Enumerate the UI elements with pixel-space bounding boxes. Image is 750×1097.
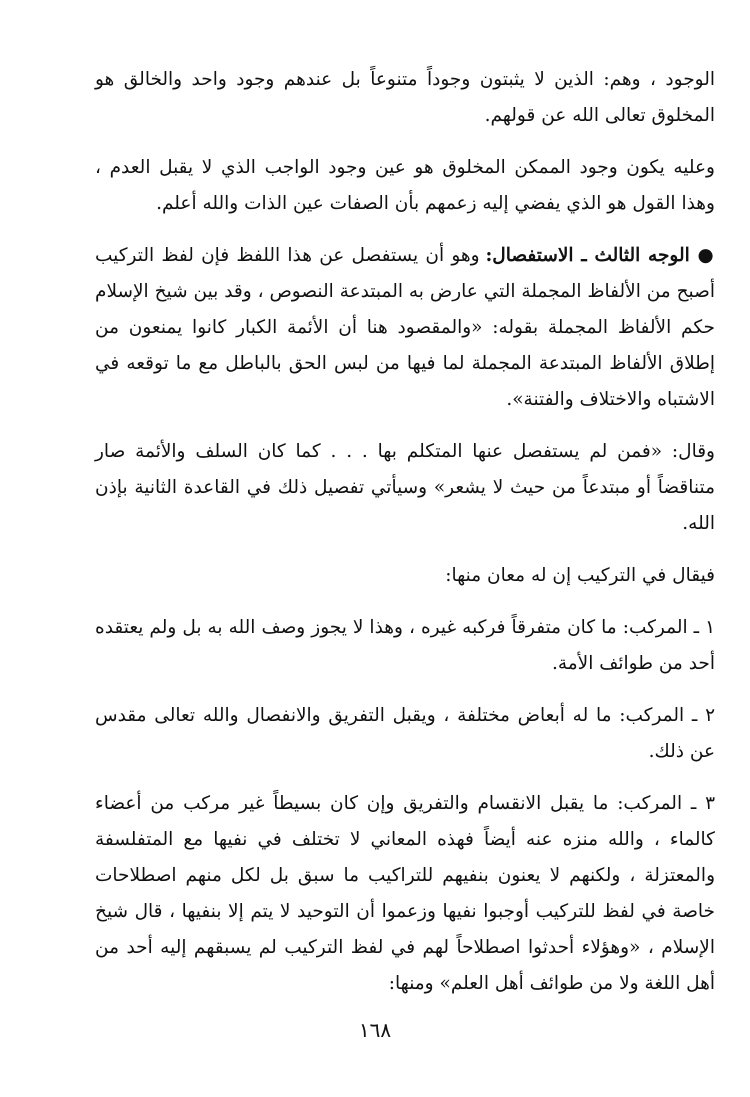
paragraph-6: ١ ـ المركب: ما كان متفرقاً فركبه غيره ، وهذا لا يجوز وصف الله به بل ولم يعتقده أحد من طوائف الأمة. (95, 617, 715, 674)
paragraph-8: ٣ ـ المركب: ما يقبل الانقسام والتفريق وإن كان بسيطاً غير مركب من أعضاء كالماء ، والله منزه عنه أيضاً فهذه المعاني لا تختلف في نفيها مع المتفلسفة والمعتزلة ، ولكنهم لا يعنون بنفيهم للتراكيب ما سبق بل لكل منهم اصطلاحات خاصة في لفظ للتركيب أوجبوا نفيها وزعموا أن التوحيد لا يتم إلا بنفيها ، قال شيخ الإسلام ، «وهؤلاء أحدثوا اصطلاحاً لهم في لفظ التركيب لم يسبقهم إليه أحد من أهل اللغة ولا من طوائف أهل العلم» ومنها: (95, 793, 715, 994)
paragraph-5: فيقال في التركيب إن له معان منها: (445, 565, 715, 586)
paragraph-1: الوجود ، وهم: الذين لا يثبتون وجوداً متنوعاً بل عندهم وجود واحد والخالق هو المخلوق تعالى الله عن قولهم. (95, 69, 715, 126)
paragraph-3 (95, 238, 715, 418)
paragraph-7: ٢ ـ المركب: ما له أبعاض مختلفة ، ويقبل التفريق والانفصال والله تعالى مقدس عن ذلك. (95, 705, 715, 762)
page-number: ١٦٨ (358, 1018, 392, 1042)
page-body (95, 62, 715, 1018)
paragraph-2: وعليه يكون وجود الممكن المخلوق هو عين وجود الواجب الذي لا يقبل العدم ، وهذا القول هو الذي يفضي إليه زعمهم بأن الصفات عين الذات والله أعلم. (95, 157, 715, 214)
section-heading: ● الوجه الثالث ـ الاستفصال: (485, 245, 715, 266)
paragraph-4: وقال: «فمن لم يستفصل عنها المتكلم بها . . . كما كان السلف والأئمة صار متناقضاً أو مبتدعاً من حيث لا يشعر» وسيأتي تفصيل ذلك في القاعدة الثانية بإذن الله. (95, 441, 715, 534)
paragraph-3-body: وهو أن يستفصل عن هذا اللفظ فإن لفظ التركيب أصبح من الألفاظ المجملة التي عارض به المبتدعة النصوص ، وقد بين شيخ الإسلام حكم الألفاظ المجملة بقوله: «والمقصود هنا أن الأئمة الكبار كانوا يمنعون من إطلاق الألفاظ المبتدعة المجملة لما فيها من لبس الحق بالباطل مع ما توقعه في الاشتباه والاختلاف والفتنة». (95, 245, 715, 410)
